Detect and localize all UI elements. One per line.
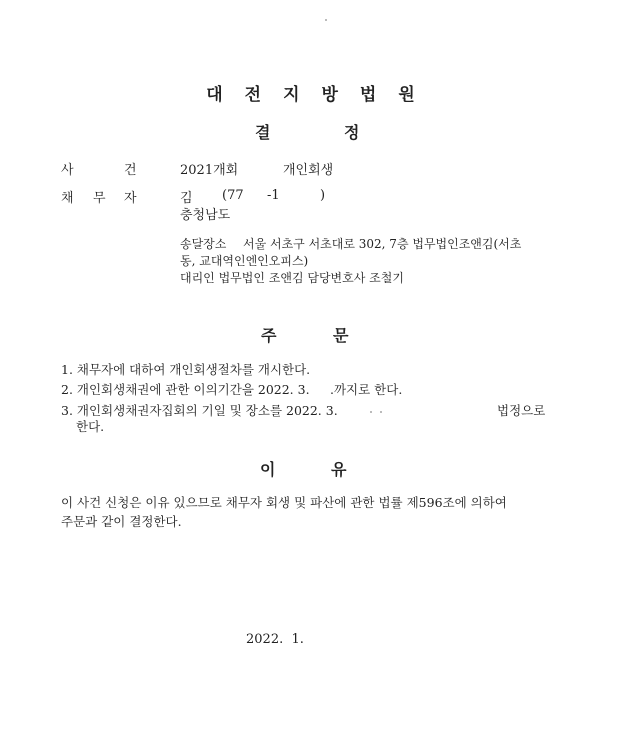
order-item-3-end: 한다. [76, 419, 105, 434]
reason-line-2: 주문과 같이 결정한다. [61, 514, 182, 529]
debtor-label-char-3: 자 [124, 191, 137, 206]
debtor-id-part-1: (77 [222, 188, 244, 203]
order-item-1: 1. 채무자에 대하여 개인회생절차를 개시한다. [61, 362, 311, 377]
order-item-3-venue: 법정으로 [497, 403, 546, 418]
reason-heading-char-2: 유 [331, 460, 347, 479]
scan-speck [380, 411, 382, 413]
debtor-address: 충청남도 [180, 208, 231, 223]
order-item-3-start: 3. 개인회생채권자집회의 기일 및 장소를 2022. 3. [61, 403, 338, 418]
reason-line-1: 이 사건 신청은 이유 있으므로 채무자 회생 및 파산에 관한 법률 제596조에 의하여 [61, 495, 507, 510]
reason-heading-char-1: 이 [260, 460, 276, 479]
scan-speck [370, 411, 372, 413]
order-item-2-end: .까지로 한다. [330, 382, 403, 397]
agent-line: 대리인 법무법인 조앤김 담당변호사 조철기 [180, 271, 404, 285]
decision-date: 2022. 1. [246, 632, 304, 647]
case-label-char-2: 건 [124, 163, 137, 178]
order-item-2-start: 2. 개인회생채권에 관한 이의기간을 2022. 3. [61, 382, 310, 397]
court-name: 대전지방법원 [206, 85, 437, 105]
service-label: 송달장소 [180, 237, 227, 251]
order-heading-char-2: 문 [333, 326, 349, 345]
scan-speck [325, 19, 327, 21]
debtor-label-char-2: 무 [93, 191, 106, 206]
doc-type-char-1: 결 [255, 123, 271, 142]
doc-type-char-2: 정 [344, 123, 360, 142]
case-name: 개인회생 [283, 163, 334, 178]
case-number: 2021개회 [180, 163, 239, 178]
service-address-line-2: 동, 교대역인엔인오피스) [180, 254, 309, 268]
debtor-id-part-2: -1 [267, 188, 280, 203]
debtor-name: 김 [180, 191, 193, 206]
service-address-line-1: 서울 서초구 서초대로 302, 7층 법무법인조앤김(서초 [243, 237, 522, 251]
debtor-label-char-1: 채 [61, 191, 74, 206]
order-heading-char-1: 주 [261, 326, 277, 345]
case-label-char-1: 사 [61, 163, 74, 178]
debtor-id-close: ) [320, 188, 326, 203]
